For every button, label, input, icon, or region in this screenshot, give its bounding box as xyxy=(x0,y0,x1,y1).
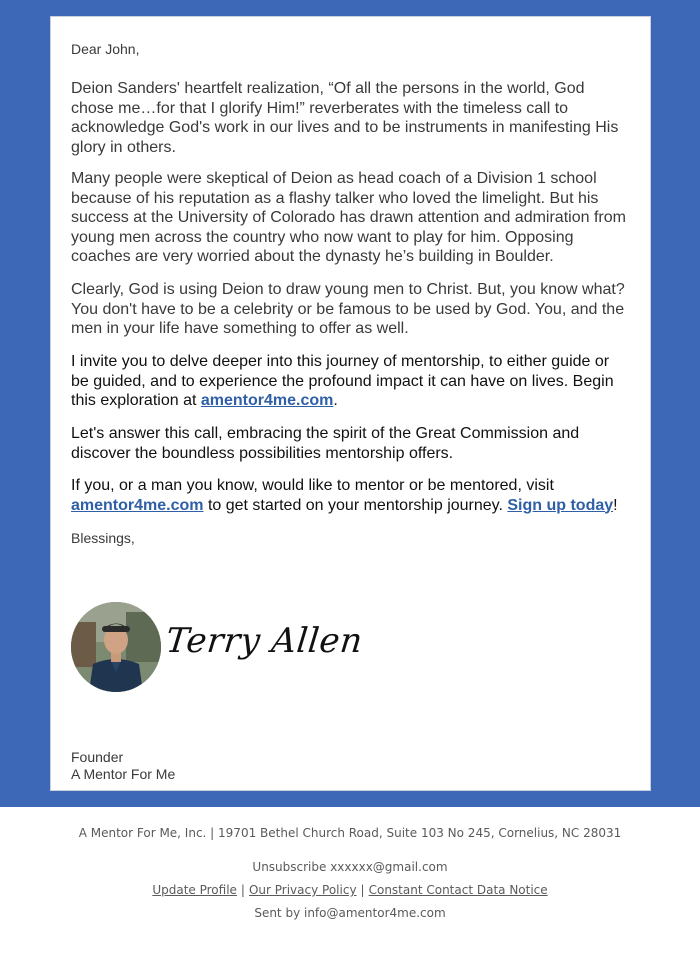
paragraph-6 xyxy=(71,476,631,515)
paragraph-2: Many people were skeptical of Deion as head coach of a Division 1 school because of his reputation as a flashy talker who loved the limelight. But his success at the University of Colorado has drawn attention and admiration from young men across the country who now want to play for him. Opposing coaches are very worried about the dynasty he’s building in Boulder. xyxy=(71,170,626,265)
paragraph-4-text: I invite you to delve deeper into this journey of mentorship, to either guide or be guided, and to experience the profound impact it can have on lives. Begin this exploration at xyxy=(71,353,614,409)
signer-title: Founder xyxy=(71,749,124,765)
privacy-policy-link[interactable]: Our Privacy Policy xyxy=(248,883,357,897)
footer-links xyxy=(0,883,700,897)
closing: Blessings, xyxy=(71,530,135,546)
amentor4me-link-2[interactable]: amentor4me.com xyxy=(71,496,204,514)
sent-by: Sent by info@amentor4me.com xyxy=(254,906,446,920)
avatar xyxy=(71,602,161,692)
paragraph-6-text: If you, or a man you know, would like to mentor or be mentored, visit xyxy=(71,477,554,494)
paragraph-5: Let's answer this call, embracing the spirit of the Great Commission and discover the boundless possibilities mentorship offers. xyxy=(71,425,580,462)
paragraph-1: Deion Sanders' heartfelt realization, “Of all the persons in the world, God chose me…for that I glorify Him!” reverberates with the timeless call to acknowledge God's work in our lives and to be instruments in manifesting His glory in others. xyxy=(71,80,619,156)
footer-separator: | xyxy=(360,883,365,897)
paragraph-6-mid: to get started on your mentorship journey. xyxy=(203,496,508,514)
amentor4me-link[interactable]: amentor4me.com xyxy=(200,392,334,409)
sign-up-link[interactable]: Sign up today xyxy=(507,496,614,514)
paragraph-4-end: . xyxy=(333,392,338,409)
footer-separator: | xyxy=(240,883,245,897)
update-profile-link[interactable]: Update Profile xyxy=(152,883,237,897)
signer-organization: A Mentor For Me xyxy=(71,766,176,782)
letter-card xyxy=(50,16,651,791)
unsubscribe-link[interactable]: Unsubscribe xxxxxx@gmail.com xyxy=(252,860,448,874)
footer-address: A Mentor For Me, Inc. | 19701 Bethel Church Road, Suite 103 No 245, Cornelius, NC 28031 xyxy=(78,826,622,840)
paragraph-3: Clearly, God is using Deion to draw young men to Christ. But, you know what? You don't have to be a celebrity or be famous to be used by God. You, and the men in your life have something to offer as well. xyxy=(71,281,625,337)
paragraph-6-end: ! xyxy=(613,496,618,514)
data-notice-link[interactable]: Constant Contact Data Notice xyxy=(368,883,548,897)
paragraph-4 xyxy=(71,352,631,411)
signature-name: Terry Allen xyxy=(163,621,365,661)
greeting: Dear John, xyxy=(71,41,140,57)
